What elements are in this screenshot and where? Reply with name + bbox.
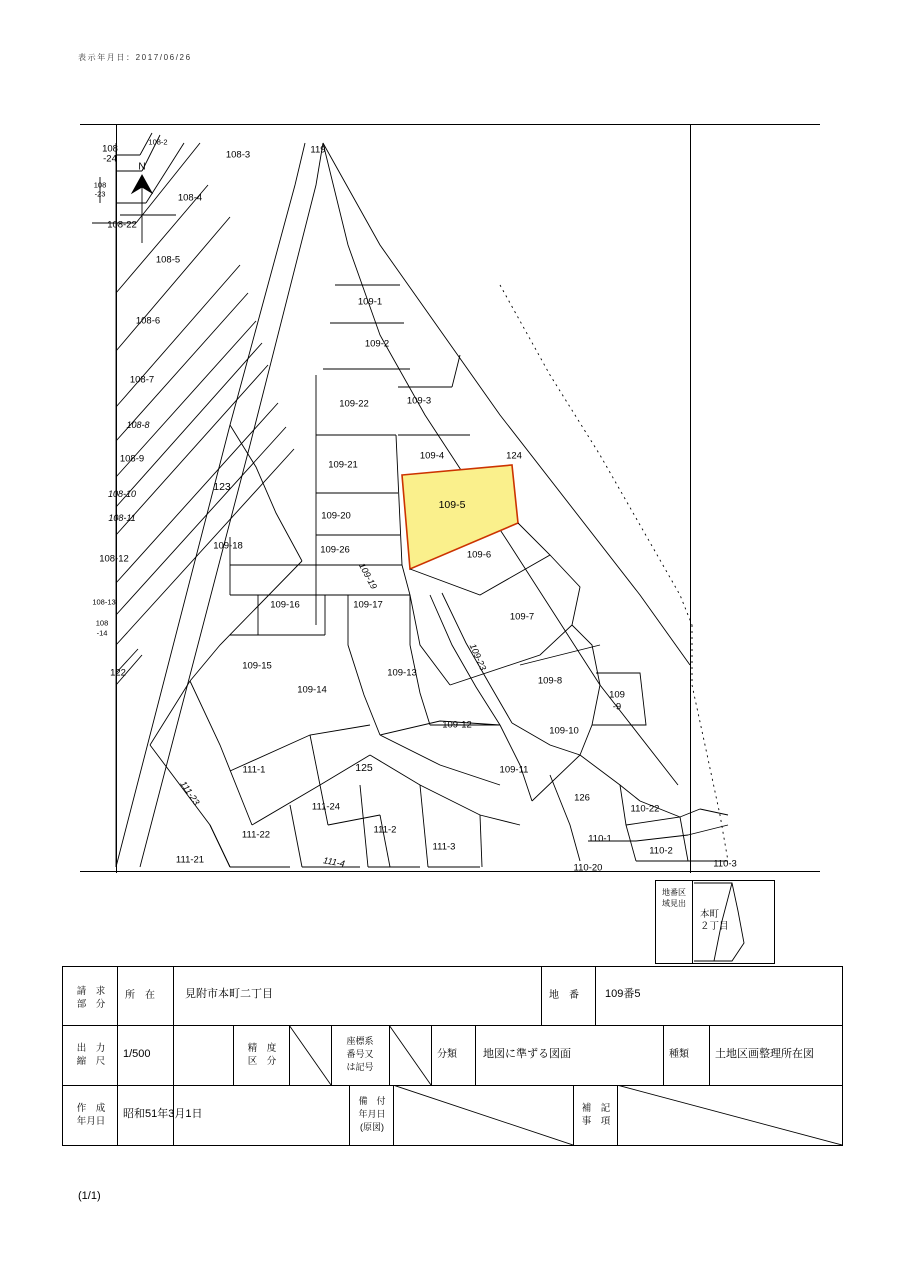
coord-empty-slash bbox=[389, 1025, 431, 1085]
parcel-label: 122 bbox=[110, 667, 126, 679]
parcel-label: -23 bbox=[94, 189, 106, 199]
precision-label bbox=[241, 1042, 283, 1068]
parcel-label: 109-4 bbox=[419, 450, 445, 462]
parcel-label: 109-10 bbox=[549, 725, 579, 737]
coord-label-line3: は記号 bbox=[346, 1062, 374, 1072]
parcel-label: 109-7 bbox=[509, 611, 535, 623]
parcel-label: 109-15 bbox=[242, 660, 272, 672]
parcel-label: 108 bbox=[93, 180, 107, 190]
attached-empty-slash bbox=[393, 1085, 573, 1145]
display-date: 表示年月日：2017/06/26 bbox=[78, 53, 192, 62]
parcel-label: 109-14 bbox=[297, 684, 327, 696]
parcel-label: 109-16 bbox=[270, 599, 300, 611]
parcel-label: 109-3 bbox=[406, 395, 432, 407]
parcel-label: 108-3 bbox=[225, 149, 251, 161]
table-vline bbox=[709, 1025, 710, 1085]
parcel-label: 111-22 bbox=[241, 829, 271, 841]
keybox-name-line2: ２丁目 bbox=[700, 921, 729, 932]
precision-empty-slash bbox=[289, 1025, 331, 1085]
parcel-label: 108-8 bbox=[126, 420, 150, 430]
parcel-label: 111-23 bbox=[178, 779, 202, 807]
parcel-label: 108 bbox=[102, 143, 118, 155]
parcel-label: 109-19 bbox=[357, 561, 379, 591]
parcel-label: 111-24 bbox=[311, 801, 341, 813]
parcel-label: 109-13 bbox=[387, 667, 417, 679]
created-label-line2: 年月日 bbox=[76, 1116, 106, 1127]
parcel-label: 110-3 bbox=[713, 858, 737, 870]
chiban-label: 地 番 bbox=[549, 990, 579, 1001]
table-vline bbox=[475, 1025, 476, 1085]
parcel-label: 108-13 bbox=[92, 597, 116, 607]
note-empty-slash bbox=[617, 1085, 842, 1145]
keybox-vertical-label: 地番区域見出 bbox=[662, 888, 686, 908]
request-part-label-line1: 請 求 bbox=[76, 986, 106, 997]
note-label-line1: 補 記 bbox=[581, 1103, 611, 1114]
attached-label-line1: 備 付 bbox=[358, 1096, 386, 1106]
created-value: 昭和51年3月1日 bbox=[123, 1108, 203, 1120]
parcel-label: 108 bbox=[95, 618, 109, 628]
chiban-value: 109番5 bbox=[605, 988, 641, 1000]
precision-label-line1: 精 度 bbox=[247, 1043, 277, 1054]
parcel-label: 111-2 bbox=[373, 824, 397, 836]
parcel-label: -9 bbox=[612, 701, 622, 713]
parcel-label: 109-2 bbox=[364, 338, 390, 350]
parcel-label: 108-2 bbox=[148, 137, 168, 147]
parcel-label: 111-21 bbox=[175, 854, 205, 866]
parcel-label: 108-7 bbox=[129, 374, 155, 386]
parcel-label: 108-4 bbox=[177, 192, 203, 204]
parcel-label: 110-2 bbox=[649, 845, 673, 857]
location-value: 見附市本町二丁目 bbox=[185, 988, 273, 1000]
precision-label-line2: 区 分 bbox=[247, 1056, 277, 1067]
location-label: 所 在 bbox=[125, 990, 155, 1001]
parcel-label: 123 bbox=[213, 481, 231, 493]
table-vline bbox=[431, 1025, 432, 1085]
table-hline bbox=[63, 1025, 842, 1026]
table-vline bbox=[233, 1025, 234, 1085]
parcel-label: 109-12 bbox=[442, 719, 472, 731]
parcel-label: 108-6 bbox=[135, 315, 161, 327]
attached-label bbox=[353, 1095, 391, 1134]
table-vline bbox=[573, 1085, 574, 1145]
cadastral-map bbox=[80, 124, 820, 872]
table-vline bbox=[663, 1025, 664, 1085]
coord-label bbox=[335, 1035, 385, 1074]
table-vline bbox=[331, 1025, 332, 1085]
parcel-label: 109-26 bbox=[320, 544, 350, 556]
class-value: 地図に準ずる図面 bbox=[483, 1048, 571, 1060]
parcel-label: 126 bbox=[574, 792, 590, 804]
scale-label bbox=[71, 1042, 111, 1068]
region-key-box bbox=[655, 880, 775, 964]
scale-value: 1/500 bbox=[123, 1048, 151, 1060]
created-label-line1: 作 成 bbox=[76, 1103, 106, 1114]
parcel-label: 111-1 bbox=[242, 764, 266, 776]
parcel-label: 110-22 bbox=[630, 803, 660, 815]
parcel-label: 109-1 bbox=[357, 296, 383, 308]
parcel-label: 109-21 bbox=[328, 459, 358, 471]
parcel-label: 108-10 bbox=[107, 489, 137, 499]
parcel-label: 109 bbox=[609, 689, 625, 701]
parcel-label: 109-6 bbox=[466, 549, 492, 561]
coord-label-line2: 番号又 bbox=[346, 1049, 374, 1059]
parcel-label: 108-11 bbox=[108, 513, 136, 523]
north-label: N bbox=[138, 161, 146, 173]
parcel-label: 108-22 bbox=[107, 219, 137, 231]
request-part-label-line2: 部 分 bbox=[76, 999, 106, 1010]
keybox-name-line1: 本町 bbox=[700, 909, 720, 920]
type-label: 種類 bbox=[669, 1049, 689, 1060]
parcel-label: 119 bbox=[310, 144, 326, 156]
table-vline bbox=[595, 967, 596, 1025]
table-vline bbox=[541, 967, 542, 1025]
request-part-label bbox=[71, 985, 111, 1011]
parcel-label: 108-9 bbox=[119, 453, 145, 465]
parcel-label: 109-20 bbox=[321, 510, 351, 522]
parcel-label: 109-22 bbox=[339, 398, 369, 410]
page-number: (1/1) bbox=[78, 1190, 101, 1202]
parcel-label: 111-4 bbox=[322, 855, 346, 869]
parcel-label: -14 bbox=[96, 628, 108, 638]
attached-label-line2: 年月日 bbox=[358, 1109, 386, 1119]
parcel-label: 109-8 bbox=[537, 675, 563, 687]
attached-label-line3: (原図) bbox=[360, 1122, 384, 1132]
parcel-label: 109-18 bbox=[213, 540, 243, 552]
note-label bbox=[577, 1102, 615, 1128]
parcel-label: -24 bbox=[103, 153, 117, 165]
parcel-label-highlight: 109-5 bbox=[438, 499, 466, 511]
parcel-label: 110-20 bbox=[573, 862, 603, 874]
parcel-label: 110-1 bbox=[588, 833, 612, 845]
table-vline bbox=[117, 967, 118, 1145]
parcel-label: 108-5 bbox=[155, 254, 181, 266]
parcel-label: 109-23 bbox=[467, 642, 489, 672]
class-label: 分類 bbox=[437, 1049, 457, 1060]
parcel-label: 125 bbox=[355, 762, 373, 774]
scale-label-line2: 縮 尺 bbox=[76, 1056, 106, 1067]
parcel-label: 124 bbox=[506, 450, 522, 462]
parcel-label: 109-17 bbox=[353, 599, 383, 611]
scale-label-line1: 出 力 bbox=[76, 1043, 106, 1054]
coord-label-line1: 座標系 bbox=[346, 1036, 374, 1046]
type-value: 土地区画整理所在図 bbox=[715, 1048, 814, 1060]
info-table bbox=[62, 966, 843, 1146]
parcel-label: 109-11 bbox=[499, 764, 529, 776]
created-label bbox=[71, 1102, 111, 1128]
parcel-label: 111-3 bbox=[432, 841, 456, 853]
keybox-name bbox=[700, 909, 729, 933]
note-label-line2: 事 項 bbox=[581, 1116, 611, 1127]
table-vline bbox=[349, 1085, 350, 1145]
parcel-label: 108-12 bbox=[99, 553, 129, 565]
